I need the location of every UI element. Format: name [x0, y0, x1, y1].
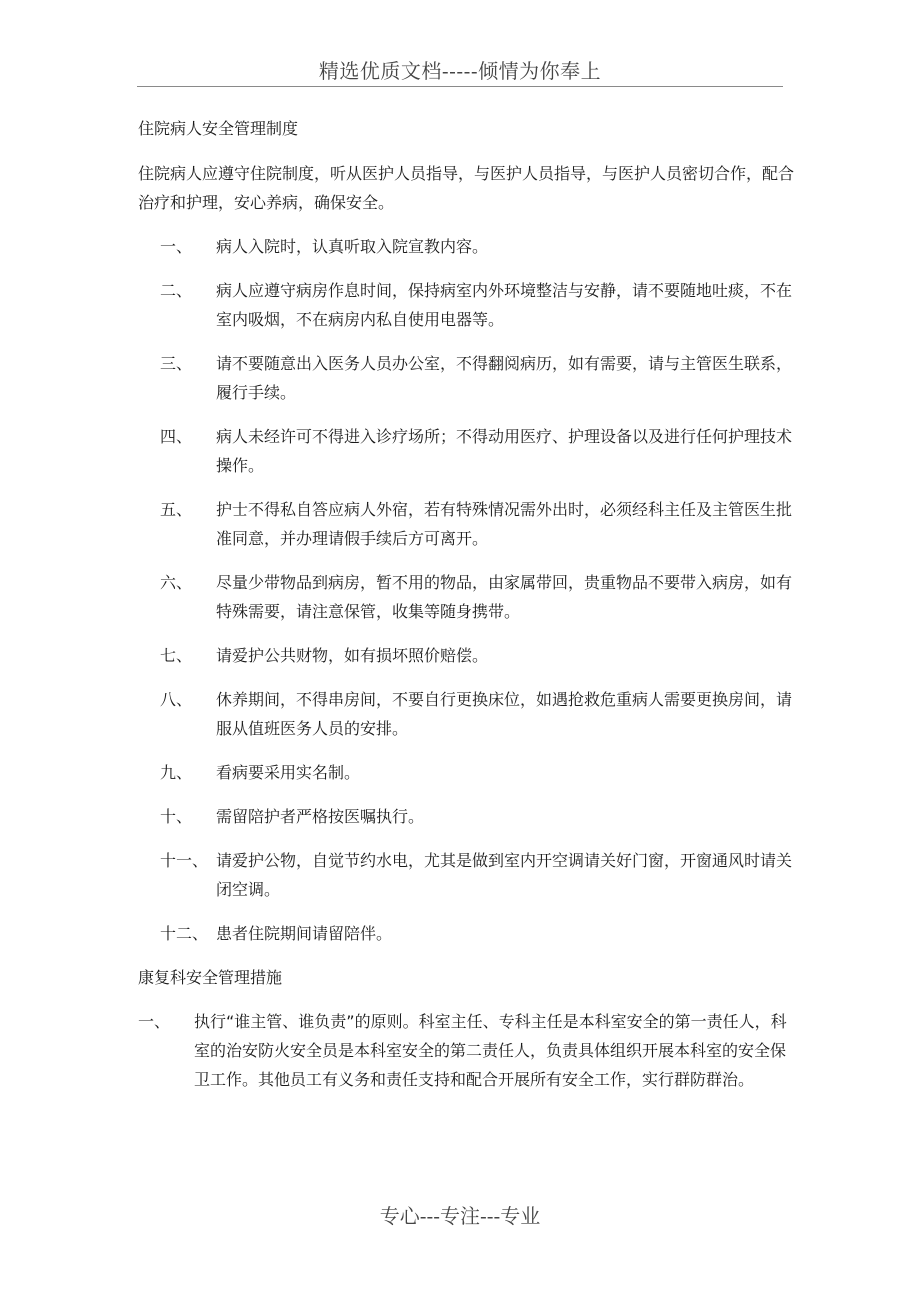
rule-item	[138, 685, 798, 743]
rules-list	[138, 232, 798, 948]
rule-item	[138, 495, 798, 553]
rule-number: 三、	[160, 354, 193, 373]
page-header: 精选优质文档-----倾情为你奉上	[318, 59, 602, 83]
rule-item	[138, 758, 798, 787]
rule-number: 七、	[160, 646, 193, 665]
page-footer: 专心---专注---专业	[379, 1204, 541, 1228]
document-body	[138, 114, 798, 1094]
rule-text: 病人未经许可不得进入诊疗场所；不得动用医疗、护理设备以及进行任何护理技术操作。	[216, 427, 793, 475]
rule-item	[138, 641, 798, 670]
rule-number: 八、	[160, 690, 193, 709]
measure-text: 执行“谁主管、谁负责”的原则。科室主任、专科主任是本科室安全的第一责任人，科室的治安防火安全员是本科室安全的第二责任人，负责具体组织开展本科室的安全保卫工作。其他员工有义务和责任支持和配合开展所有安全工作，实行群防群治。	[194, 1012, 787, 1089]
rule-text: 护士不得私自答应病人外宿，若有特殊情况需外出时，必须经科主任及主管医生批准同意，并办理请假手续后方可离开。	[216, 500, 793, 548]
header-divider	[137, 86, 783, 87]
rule-text: 病人应遵守病房作息时间，保持病室内外环境整洁与安静，请不要随地吐痰，不在室内吸烟，不在病房内私自使用电器等。	[216, 281, 793, 329]
rule-number: 四、	[160, 427, 193, 446]
rule-item	[138, 422, 798, 480]
rule-number: 十、	[160, 807, 193, 826]
measure-item	[138, 1007, 798, 1094]
rule-text: 请爱护公共财物，如有损坏照价赔偿。	[216, 646, 489, 665]
rule-item	[138, 349, 798, 407]
rule-number: 九、	[160, 763, 193, 782]
rule-text: 请爱护公物，自觉节约水电，尤其是做到室内开空调请关好门窗，开窗通风时请关闭空调。	[216, 851, 793, 899]
rule-text: 休养期间，不得串房间，不要自行更换床位，如遇抢救危重病人需要更换房间，请服从值班医务人员的安排。	[216, 690, 793, 738]
rule-number: 六、	[160, 573, 193, 592]
rule-text: 看病要采用实名制。	[216, 763, 361, 782]
rule-number: 十二、	[160, 924, 209, 943]
rule-number: 十一、	[160, 851, 209, 870]
rule-number: 五、	[160, 500, 193, 519]
rule-item	[138, 276, 798, 334]
rule-item	[138, 232, 798, 261]
rule-text: 请不要随意出入医务人员办公室，不得翻阅病历，如有需要，请与主管医生联系，履行手续。	[216, 354, 793, 402]
rule-item	[138, 919, 798, 948]
rule-text: 患者住院期间请留陪伴。	[216, 924, 393, 943]
document-title: 住院病人安全管理制度	[138, 119, 299, 138]
rule-text: 病人入院时，认真听取入院宣教内容。	[216, 237, 489, 256]
measure-number: 一、	[138, 1012, 171, 1031]
rule-item	[138, 802, 798, 831]
rule-number: 一、	[160, 237, 193, 256]
rule-item	[138, 846, 798, 904]
section-title: 康复科安全管理措施	[138, 968, 283, 987]
intro-paragraph: 住院病人应遵守住院制度，听从医护人员指导，与医护人员指导，与医护人员密切合作，配合治疗和护理，安心养病，确保安全。	[138, 164, 795, 212]
rule-number: 二、	[160, 281, 193, 300]
measures-list	[138, 1007, 798, 1094]
rule-item	[138, 568, 798, 626]
rule-text: 需留陪护者严格按医嘱执行。	[216, 807, 425, 826]
rule-text: 尽量少带物品到病房，暂不用的物品，由家属带回，贵重物品不要带入病房，如有特殊需要，请注意保管，收集等随身携带。	[216, 573, 793, 621]
